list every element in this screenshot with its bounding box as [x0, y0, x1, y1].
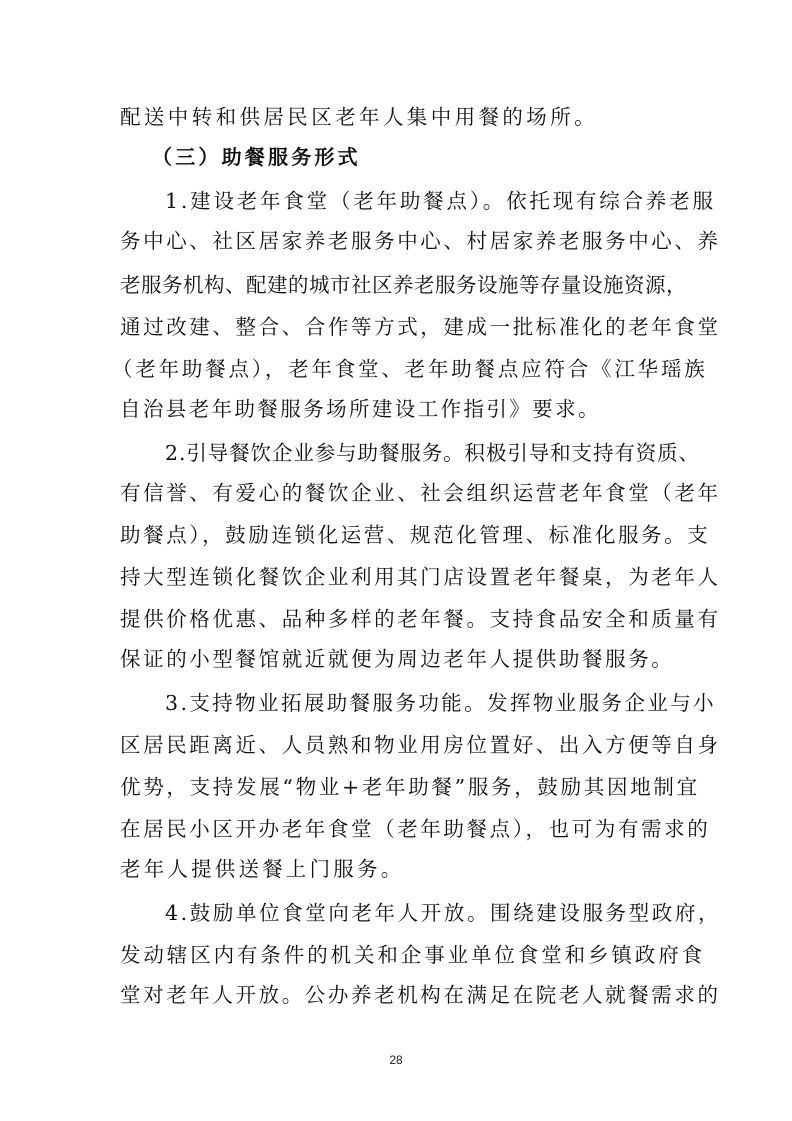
text-line	[0, 349, 792, 389]
text-line	[0, 599, 792, 639]
line-text: 堂对老年人开放。公办养老机构在满足在院老人就餐需求的	[120, 983, 721, 1007]
line-text: 4.鼓励单位食堂向老年人开放。围绕建设服务型政府，	[165, 901, 722, 925]
text-line	[0, 221, 792, 261]
text-line	[0, 767, 792, 807]
text-line	[0, 557, 792, 597]
text-line	[0, 683, 792, 723]
text-line	[0, 97, 792, 137]
line-text: 老服务机构、配建的城市社区养老服务设施等存量设施资源，	[120, 273, 687, 297]
line-text: 有信誉、有爱心的餐饮企业、社会组织运营老年食堂（老年	[120, 481, 721, 505]
line-text: 老年人提供送餐上门服务。	[120, 857, 405, 881]
text-line	[0, 935, 792, 975]
text-line	[0, 515, 792, 555]
text-line	[0, 849, 792, 889]
line-text: （老年助餐点），老年食堂、老年助餐点应符合《江华瑶族	[112, 357, 708, 381]
text-line	[0, 975, 792, 1015]
text-line	[0, 809, 792, 849]
line-text: 2.引导餐饮企业参与助餐服务。积极引导和支持有资质、	[165, 441, 700, 465]
line-text: 区居民距离近、人员熟和物业用房位置好、出入方便等自身	[120, 733, 721, 757]
text-line	[0, 307, 792, 347]
text-line	[0, 725, 792, 765]
text-line	[0, 181, 792, 221]
text-line	[0, 473, 792, 513]
line-text: 持大型连锁化餐饮企业利用其门店设置老年餐桌，为老年人	[120, 565, 721, 589]
line-text: 提供价格优惠、品种多样的老年餐。支持食品安全和质量有	[120, 607, 721, 631]
line-text: 保证的小型餐馆就近就便为周边老年人提供助餐服务。	[120, 647, 675, 671]
line-text: 务中心、社区居家养老服务中心、村居家养老服务中心、养	[120, 229, 721, 253]
text-line	[0, 639, 792, 679]
line-text: 1.建设老年食堂（老年助餐点）。依托现有综合养老服	[165, 189, 716, 213]
line-text: 通过改建、整合、合作等方式，建成一批标准化的老年食堂	[120, 315, 721, 339]
page-number: 28	[389, 1053, 403, 1067]
line-text: 在居民小区开办老年食堂（老年助餐点），也可为有需求的	[120, 817, 711, 841]
text-line	[0, 893, 792, 933]
line-text: 助餐点），鼓励连锁化运营、规范化管理、标准化服务。支	[120, 523, 711, 547]
line-text: 优势，支持发展“物业+老年助餐”服务，鼓励其因地制宜	[120, 775, 700, 799]
text-line	[0, 265, 792, 305]
section-heading	[0, 137, 792, 177]
text-line	[0, 389, 792, 429]
line-text: 配送中转和供居民区老年人集中用餐的场所。	[120, 105, 598, 129]
line-text: 3.支持物业拓展助餐服务功能。发挥物业服务企业与小	[165, 691, 717, 715]
text-line	[0, 433, 792, 473]
line-text: 发动辖区内有条件的机关和企事业单位食堂和乡镇政府食	[120, 943, 705, 967]
heading-text: （三）助餐服务形式	[152, 145, 361, 169]
line-text: 自治县老年助餐服务场所建设工作指引》要求。	[120, 397, 601, 421]
